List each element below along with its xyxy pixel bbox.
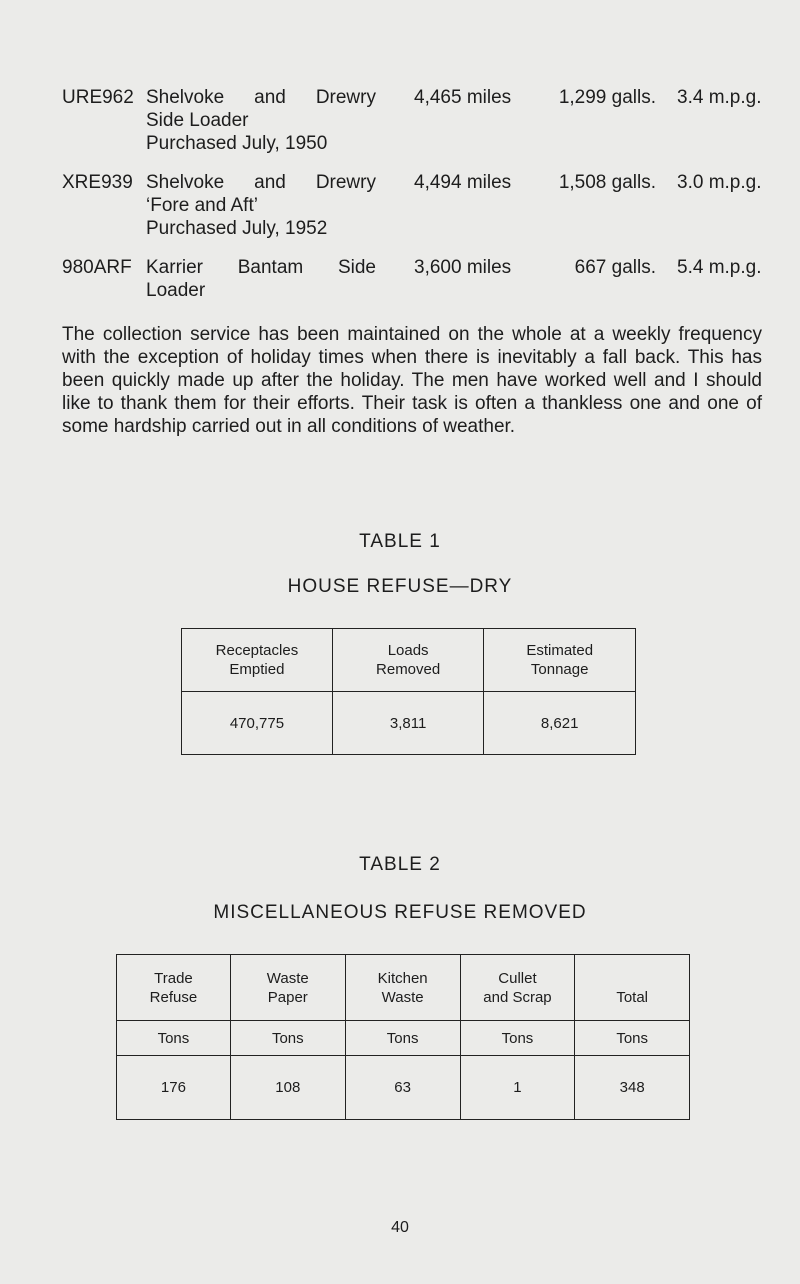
vehicle-fuel: 1,299 galls. xyxy=(558,87,656,108)
table-header-cell: Trade Refuse xyxy=(117,955,231,1021)
table-cell: 3,811 xyxy=(332,692,484,755)
table-header-cell: Receptacles Emptied xyxy=(182,629,333,692)
vehicle-mileage: 4,494 miles xyxy=(414,172,512,193)
house-refuse-table xyxy=(181,628,636,755)
desc-word: Shelvoke xyxy=(146,87,225,108)
table-cell: 1 xyxy=(460,1056,575,1120)
table-row xyxy=(117,1056,690,1120)
vehicle-description xyxy=(146,86,376,155)
table-header-cell: Total xyxy=(575,955,690,1021)
table-cell: 176 xyxy=(117,1056,231,1120)
vehicle-mpg: 3.0 m.p.g. xyxy=(677,172,762,193)
desc-word: Drewry xyxy=(315,87,376,108)
vehicle-registration: 980ARF xyxy=(62,257,132,278)
desc-line: ‘Fore and Aft’ xyxy=(146,195,258,216)
vehicle-registration: XRE939 xyxy=(62,172,133,193)
vehicle-mileage: 3,600 miles xyxy=(414,257,512,278)
desc-line: Purchased July, 1950 xyxy=(146,133,328,154)
vehicle-fuel: 667 galls. xyxy=(574,257,656,278)
desc-line: Loader xyxy=(146,280,206,301)
table2-title: MISCELLANEOUS REFUSE REMOVED xyxy=(213,902,587,923)
table-cell: 8,621 xyxy=(484,692,636,755)
table-header-cell: Loads Removed xyxy=(332,629,484,692)
desc-line: Purchased July, 1952 xyxy=(146,218,328,239)
table-header-cell: Kitchen Waste xyxy=(345,955,460,1021)
desc-word: Shelvoke xyxy=(146,172,225,193)
table-header-cell: Cullet and Scrap xyxy=(460,955,575,1021)
table1-caption: TABLE 1 xyxy=(359,531,441,552)
vehicle-description xyxy=(146,171,376,240)
table-cell: Tons xyxy=(345,1021,460,1056)
desc-word: Bantam xyxy=(237,257,304,278)
vehicle-description xyxy=(146,256,376,302)
table-header-row xyxy=(117,955,690,1021)
table1-title: HOUSE REFUSE—DRY xyxy=(287,576,513,597)
vehicle-fuel: 1,508 galls. xyxy=(558,172,656,193)
table2-caption: TABLE 2 xyxy=(359,854,441,875)
table-header-cell: Waste Paper xyxy=(230,955,345,1021)
desc-word: and xyxy=(254,87,286,108)
table-cell: 348 xyxy=(575,1056,690,1120)
desc-line: Side Loader xyxy=(146,110,249,131)
desc-word: Drewry xyxy=(315,172,376,193)
vehicle-mileage: 4,465 miles xyxy=(414,87,512,108)
desc-word: Karrier xyxy=(146,257,204,278)
table-cell: 63 xyxy=(345,1056,460,1120)
table-row xyxy=(182,692,636,755)
table-cell: 108 xyxy=(230,1056,345,1120)
vehicle-mpg: 5.4 m.p.g. xyxy=(677,257,762,278)
table-header-cell: Estimated Tonnage xyxy=(484,629,636,692)
table-cell: Tons xyxy=(460,1021,575,1056)
body-paragraph: The collection service has been maintained on the whole at a weekly frequency with the exception of holiday times when there is inevitably a fall back. This has been quickly made up after the holiday. The men have worked well and I should like to thank them for their efforts. Their task is often a thankless one and one of some hardship carried out in all conditions of weather. xyxy=(62,324,762,437)
misc-refuse-table xyxy=(116,954,690,1120)
desc-word: Side xyxy=(337,257,376,278)
vehicle-registration: URE962 xyxy=(62,87,134,108)
table-cell: Tons xyxy=(575,1021,690,1056)
table-cell: Tons xyxy=(230,1021,345,1056)
desc-word: and xyxy=(254,172,286,193)
vehicle-mpg: 3.4 m.p.g. xyxy=(677,87,762,108)
table-units-row xyxy=(117,1021,690,1056)
page-number: 40 xyxy=(391,1219,409,1236)
table-cell: Tons xyxy=(117,1021,231,1056)
table-cell: 470,775 xyxy=(182,692,333,755)
table-header-row xyxy=(182,629,636,692)
